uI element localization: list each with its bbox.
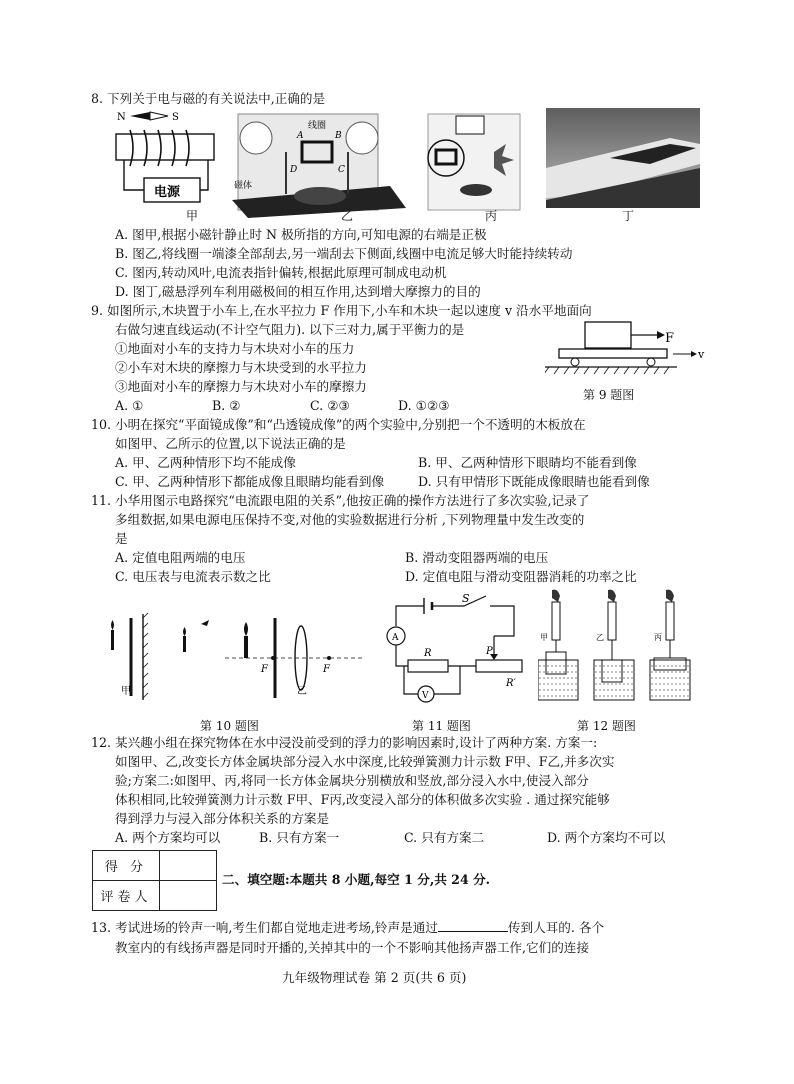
spring-scale-icon: [666, 602, 674, 640]
fixed-resistor: [408, 660, 448, 672]
candle-icon: [183, 636, 186, 652]
q9-fig-f-label: F: [665, 331, 675, 346]
resistor-label: R: [424, 648, 432, 659]
hand-icon: [666, 590, 674, 602]
magnifier-right-icon: [346, 122, 378, 154]
q9-item-3: ③地面对小车的摩擦力与木块对小车的摩擦力: [115, 379, 367, 394]
q12-stem-line4: 体积相同,比较弹簧测力计示数 F甲、F丙,改变浸入部分的体积做多次实验 . 通过探究能够: [115, 792, 610, 807]
q8-option-c[interactable]: C. 图丙,转动风叶,电流表指针偏转,根据此原理可制成电动机: [115, 265, 447, 280]
q12-fig-yi-label: 乙: [596, 633, 604, 642]
q8-stem: 8. 下列关于电与磁的有关说法中,正确的是: [91, 91, 326, 106]
magnifier-left-icon: [240, 122, 272, 154]
compass-needle-icon: [130, 112, 150, 120]
ground-hatch: [545, 367, 669, 374]
grader-label: 评卷人: [93, 881, 160, 911]
ammeter-label: A: [392, 633, 399, 643]
q8-caption-jia: 甲: [186, 209, 199, 223]
q9-item-1: ①地面对小车的支持力与木块对小车的压力: [115, 341, 355, 356]
q10-fig-jia-label: 甲: [121, 686, 131, 697]
eye-icon: [201, 620, 209, 626]
q8-option-b[interactable]: B. 图乙,将线圈一端漆全部刮去,另一端刮去下侧面,线圈中电流足够大时能持续转动: [115, 246, 573, 261]
cart-wheel-icon: [571, 358, 579, 366]
compass-needle-tail-icon: [150, 112, 168, 120]
ammeter-icon: [456, 116, 484, 134]
q12-fig-yi: [594, 590, 634, 700]
rheostat: [476, 660, 522, 672]
page-footer: 九年级物理试卷 第 2 页(共 6 页): [282, 970, 467, 985]
q12-stem-line2: 如图甲、乙,改变长方体金属块部分浸入水中深度,比较弹簧测力计示数 F甲、F乙,并多次实: [115, 754, 615, 769]
q11-option-d[interactable]: D. 定值电阻与滑动变阻器消耗的功率之比: [405, 569, 637, 584]
q13-line1-before: 13. 考试进场的铃声一响,考生们都自觉地走进考场,铃声是通过: [91, 920, 438, 935]
compass-s-label: S: [172, 112, 179, 123]
section-2-heading: 二、填空题:本题共 8 小题,每空 1 分,共 24 分.: [222, 872, 491, 887]
q12-option-c[interactable]: C. 只有方案二: [404, 830, 485, 845]
rheostat-label: R′: [506, 678, 516, 689]
q11-option-c[interactable]: C. 电压表与电流表示数之比: [115, 569, 271, 584]
label-c: C: [338, 165, 345, 175]
q8-caption-bing: 丙: [485, 209, 498, 223]
magnet-icon: [294, 187, 346, 205]
velocity-arrow-icon: [691, 351, 697, 357]
q9-stem-line1: 9. 如图所示,木块置于小车上,在水平拉力 F 作用下,小车和木块一起以速度 v 沿水平地面向: [91, 303, 592, 318]
grader-cell[interactable]: [160, 881, 217, 911]
q9-stem-line2: 右做匀速直线运动(不计空气阻力). 以下三对力,属于平衡力的是: [115, 322, 465, 337]
q10-stem-line2: 如图甲、乙所示的位置,以下说法正确的是: [115, 436, 346, 451]
q13-line1-after: 传到人耳的. 各个: [507, 920, 605, 935]
q13-blank-1[interactable]: [438, 921, 508, 932]
q10-option-b[interactable]: B. 甲、乙两种情形下眼睛均不能看到像: [418, 455, 637, 470]
wooden-block: [585, 322, 631, 348]
hand-icon: [608, 590, 616, 602]
label-a: A: [297, 131, 304, 141]
q8-fig-bing: [428, 114, 520, 210]
metal-block: [546, 652, 566, 674]
q12-stem-line3: 验;方案二:如图甲、丙,将同一长方体金属块分别横放和竖放,部分浸入水中,使浸入部分: [115, 773, 589, 788]
metal-block: [602, 660, 622, 682]
q12-option-a[interactable]: A. 两个方案均可以: [115, 830, 221, 845]
q10-option-c[interactable]: C. 甲、乙两种情形下都能成像且眼睛均能看到像: [115, 474, 385, 489]
candle-icon: [111, 630, 114, 650]
magnet-label: 磁体: [234, 181, 253, 191]
q9-option-d[interactable]: D. ①②③: [398, 398, 450, 413]
hand-icon: [552, 590, 560, 602]
generator-magnet-icon: [460, 184, 492, 196]
q12-stem-line1: 12. 某兴趣小组在探究物体在水中浸没前受到的浮力的影响因素时,设计了两种方案. 方案一:: [91, 735, 598, 750]
q9-caption: 第 9 题图: [583, 388, 635, 402]
focal-point-right: F: [323, 664, 330, 675]
q12-fig-jia: [538, 590, 578, 700]
q9-fig-v-label: v: [698, 348, 705, 361]
q8-fig-jia: [116, 112, 214, 202]
power-source-label: 电源: [154, 185, 181, 200]
q8-fig-ding: [546, 108, 700, 208]
q10-option-d[interactable]: D. 只有甲情形下既能成像眼睛也能看到像: [418, 474, 650, 489]
q8-option-a[interactable]: A. 图甲,根据小磁针静止时 N 极所指的方向,可知电源的右端是正极: [115, 227, 487, 242]
q10-fig-jia: [111, 613, 209, 700]
q11-option-b[interactable]: B. 滑动变阻器两端的电压: [405, 550, 549, 565]
label-b: B: [335, 131, 342, 141]
q9-item-2: ②小车对木块的摩擦力与木块受到的水平拉力: [115, 360, 367, 375]
q10-caption: 第 10 题图: [200, 719, 259, 733]
q8-caption-ding: 丁: [622, 209, 635, 223]
q10-fig-yi: [225, 618, 363, 698]
q10-stem-line1: 10. 小明在探究“平面镜成像”和“凸透镜成像”的两个实验中,分别把一个不透明的木板放在: [91, 417, 586, 432]
spring-scale-icon: [608, 602, 616, 640]
voltmeter-label: V: [422, 691, 429, 701]
q9-option-c[interactable]: C. ②③: [310, 398, 350, 413]
q12-caption: 第 12 题图: [577, 719, 636, 733]
q12-fig-bing: [650, 590, 690, 700]
q12-stem-line5: 得到浮力与浸入部分体积关系的方案是: [115, 811, 330, 826]
force-arrow-icon: [657, 331, 665, 339]
q8-caption-yi: 乙: [341, 209, 354, 223]
cart-wheel-icon: [647, 358, 655, 366]
label-d: D: [290, 165, 298, 175]
q11-stem-line2: 多组数据,如果电源电压保持不变,对他的实验数据进行分析 ,下列物理量中发生改变的: [115, 512, 585, 527]
q10-figure: [105, 610, 365, 705]
q12-option-d[interactable]: D. 两个方案均不可以: [547, 830, 666, 845]
q8-fig-yi: [232, 114, 406, 218]
q12-option-b[interactable]: B. 只有方案一: [259, 830, 340, 845]
q12-figure: [538, 588, 708, 706]
q11-figure: [380, 594, 530, 708]
q12-fig-bing-label: 丙: [654, 633, 662, 642]
score-box: [92, 850, 217, 911]
q8-option-d[interactable]: D. 图丁,磁悬浮列车利用磁极间的相互作用,达到增大摩擦力的目的: [115, 284, 481, 299]
q10-option-a[interactable]: A. 甲、乙两种情形下均不能成像: [115, 455, 296, 470]
q13-line2: 教室内的有线扬声器是同时开播的,关掉其中的一个不影响其他扬声器工作,它们的连接: [115, 940, 589, 955]
q13-line1: [91, 921, 604, 935]
q11-stem-line1: 11. 小华用图示电路探究“电流跟电阻的关系”,他按正确的操作方法进行了多次实验,记录了: [91, 493, 590, 508]
compass-n-label: N: [117, 112, 126, 123]
q11-caption: 第 11 题图: [412, 719, 471, 733]
spring-scale-icon: [552, 602, 560, 640]
q8-figures: [110, 108, 710, 218]
q9-option-b[interactable]: B. ②: [212, 398, 241, 413]
cart-body: [559, 349, 667, 358]
q11-stem-line3: 是: [115, 531, 128, 546]
switch-label: S: [462, 594, 470, 605]
coil-label: 线圈: [308, 121, 327, 131]
q9-option-a[interactable]: A. ①: [115, 398, 144, 413]
q9-figure: [545, 320, 705, 386]
slider-label: P: [486, 646, 493, 657]
score-label: 得 分: [93, 851, 160, 881]
solenoid-core: [116, 134, 214, 160]
q10-fig-yi-label: 乙: [297, 686, 307, 697]
score-cell[interactable]: [160, 851, 217, 881]
focal-point-left: F: [261, 664, 268, 675]
candle-icon: [244, 636, 248, 658]
q11-option-a[interactable]: A. 定值电阻两端的电压: [115, 550, 246, 565]
q12-fig-jia-label: 甲: [540, 633, 548, 642]
